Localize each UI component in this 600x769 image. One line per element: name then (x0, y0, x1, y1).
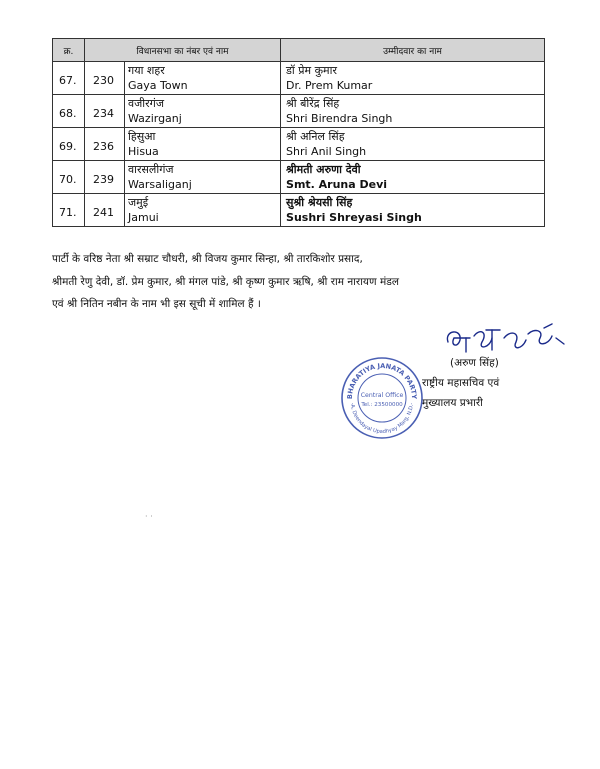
candidate-table (52, 38, 545, 227)
paragraph-line: पार्टी के वरिष्ठ नेता श्री सम्राट चौधरी, श्री विजय कुमार सिन्हा, श्री तारकिशोर प्रसाद, (52, 253, 363, 265)
constituency-name-hindi: हिसुआ (128, 130, 156, 143)
constituency-name-english: Hisua (128, 145, 159, 158)
constituency-name-english: Gaya Town (128, 79, 188, 92)
row-serial: 71. (59, 206, 77, 219)
seal-center-line: Central Office (360, 392, 404, 399)
leaders-paragraph (52, 248, 552, 316)
scan-speck: · · (145, 512, 153, 521)
seal-top-text: BHARATIYA JANATA PARTY (345, 361, 419, 400)
paragraph-line: एवं श्री नितिन नबीन के नाम भी इस सूची में शामिल हैं । (52, 298, 261, 310)
constituency-name-english: Warsaliganj (128, 178, 192, 191)
constituency-name-hindi: जमुई (128, 196, 149, 209)
seal-bottom-text: -A, Deendayal Upadhyay Marg, N.D.- (349, 402, 415, 436)
constituency-name-english: Jamui (128, 211, 159, 224)
candidate-name-hindi: श्री बीरेंद्र सिंह (286, 97, 340, 110)
signatory-designation: राष्ट्रीय महासचिव एवं (422, 377, 500, 389)
row-serial: 67. (59, 74, 77, 87)
signatory-designation: मुख्यालय प्रभारी (422, 397, 483, 409)
constituency-name-hindi: वजीरगंज (128, 97, 164, 110)
table-header-row (53, 39, 545, 62)
candidate-name-english: Dr. Prem Kumar (286, 79, 373, 92)
header-constituency: विधानसभा का नंबर एवं नाम (85, 39, 281, 62)
candidate-name-hindi: डॉ प्रेम कुमार (286, 64, 337, 77)
table-row (53, 128, 545, 161)
constituency-number: 234 (93, 107, 114, 120)
table-row (53, 194, 545, 227)
candidate-name-hindi: सुश्री श्रेयसी सिंह (286, 196, 353, 209)
row-serial: 70. (59, 173, 77, 186)
paragraph-line: श्रीमती रेणु देवी, डॉ. प्रेम कुमार, श्री मंगल पांडे, श्री कृष्ण कुमार ऋषि, श्री राम नारायण मंडल (52, 275, 399, 288)
table-row (53, 95, 545, 128)
constituency-number: 230 (93, 74, 114, 87)
candidate-name-english: Shri Anil Singh (286, 145, 367, 158)
handwritten-signature (440, 322, 570, 358)
constituency-number: 239 (93, 173, 114, 186)
constituency-name-hindi: गया शहर (128, 64, 165, 77)
candidate-name-english: Smt. Aruna Devi (286, 178, 388, 191)
seal-center-line: Tel.: 23500000 (361, 402, 403, 408)
constituency-number: 236 (93, 140, 114, 153)
signatory-name: (अरुण सिंह) (450, 357, 499, 369)
party-seal-stamp (339, 355, 425, 441)
candidate-name-english: Sushri Shreyasi Singh (286, 211, 422, 224)
constituency-name-english: Wazirganj (128, 112, 182, 125)
constituency-number: 241 (93, 206, 114, 219)
candidate-name-hindi: श्रीमती अरुणा देवी (286, 163, 361, 176)
constituency-name-hindi: वारसलीगंज (128, 163, 174, 176)
header-candidate: उम्मीदवार का नाम (281, 39, 545, 62)
table-row (53, 161, 545, 194)
row-serial: 68. (59, 107, 77, 120)
row-serial: 69. (59, 140, 77, 153)
candidate-name-english: Shri Birendra Singh (286, 112, 393, 125)
header-serial: क्र. (53, 39, 85, 62)
candidate-name-hindi: श्री अनिल सिंह (286, 130, 345, 143)
table-row (53, 62, 545, 95)
